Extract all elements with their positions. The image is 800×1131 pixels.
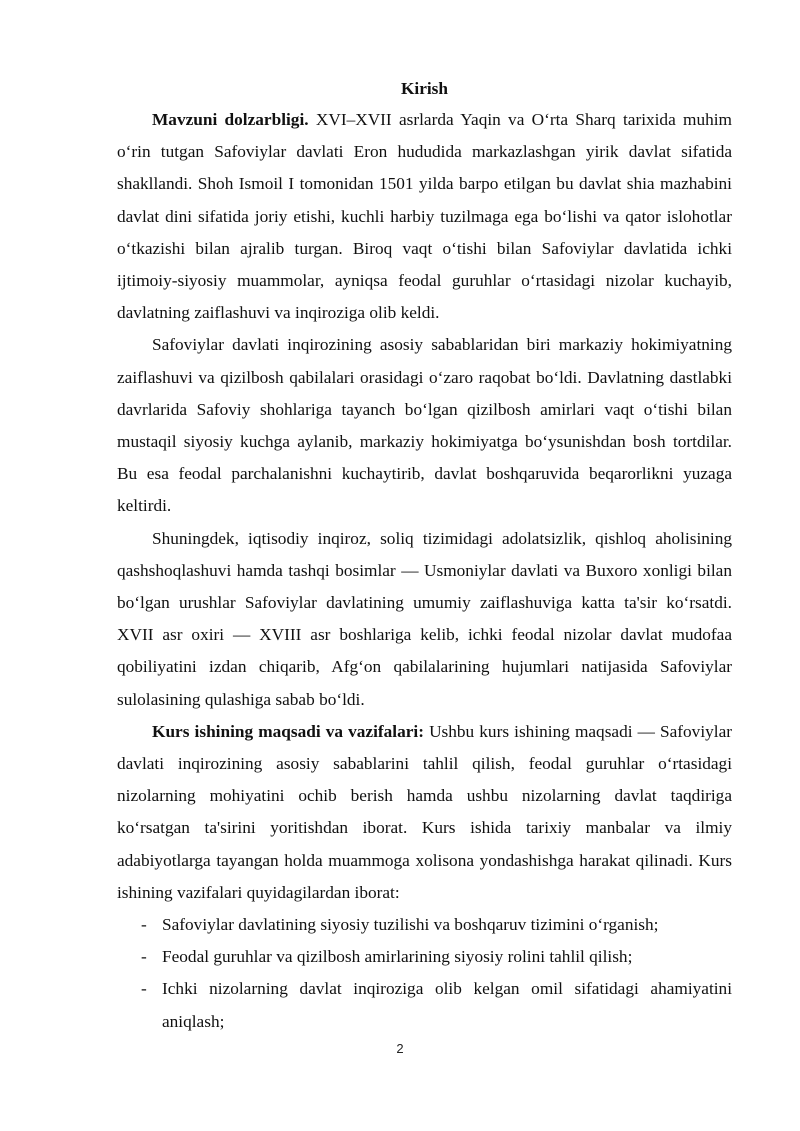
paragraph-goals xyxy=(117,716,732,909)
list-bullet: - xyxy=(141,947,147,967)
paragraph-causes xyxy=(117,329,732,522)
list-bullet: - xyxy=(141,915,147,935)
list-item xyxy=(117,909,732,941)
list-bullet: - xyxy=(141,979,147,999)
list-item-text: Ichki nizolarning davlat inqiroziga olib kelgan omil sifatidagi ahamiyatini aniqlash; xyxy=(162,979,732,1031)
paragraph-lead: Kurs ishining maqsadi va vazifalari: xyxy=(152,721,424,741)
list-item xyxy=(117,973,732,1037)
list-item-text: Safoviylar davlatining siyosiy tuzilishi va boshqaruv tizimini o‘rganish; xyxy=(162,915,659,935)
paragraph-text: Safoviylar davlati inqirozining asosiy sabablaridan biri markaziy hokimiyatning zaiflashuvi va qizilbosh qabilalari orasidagi o‘zaro raqobat bo‘ldi. Davlatning dastlabki davrlarida Safoviy shohlariga tayanch bo‘lgan qizilbosh amirlari vaqt o‘tishi bilan mustaqil siyosiy kuchga aylanib, markaziy hokimiyatga bo‘ysunishdan bosh tortdilar. Bu esa feodal parchalanishni kuchaytirib, davlat boshqaruvida beqarorlikni yuzaga keltirdi. xyxy=(117,335,732,516)
paragraph-text: Ushbu kurs ishining maqsadi — Safoviylar davlati inqirozining asosiy sabablarini tahlil qilish, feodal guruhlar o‘rtasidagi nizolarning mohiyatini ochib berish hamda ushbu nizolarning davlat taqdiriga ko‘rsatgan ta'sirini yoritishdan iborat. Kurs ishida tarixiy manbalar va ilmiy adabiyotlarga tayangan holda muammoga xolisona yondashishga harakat qilinadi. Kurs ishining vazifalari quyidagilardan iborat: xyxy=(117,721,732,902)
section-heading: Kirish xyxy=(400,79,449,98)
paragraph-lead: Mavzuni dolzarbligi. xyxy=(152,110,309,129)
paragraph-economic xyxy=(117,523,732,716)
paragraph-text: Shuningdek, iqtisodiy inqiroz, soliq tizimidagi adolatsizlik, qishloq aholisining qashshoqlashuvi hamda tashqi bosimlar — Usmoniylar davlati va Buxoro xonligi bilan bo‘lgan urushlar Safoviylar davlatining umumiy zaiflashuviga katta ta'sir ko‘rsatdi. XVII asr oxiri — XVIII asr boshlariga kelib, ichki feodal nizolar davlat mudofaa qobiliyatini izdan chiqarib, Afg‘on qabilalarining hujumlari natijasida Safoviylar sulolasining qulashiga sabab bo‘ldi. xyxy=(117,528,732,709)
page-number: 2 xyxy=(396,1041,404,1056)
document-page xyxy=(117,74,732,1038)
list-item-text: Feodal guruhlar va qizilbosh amirlarining siyosiy rolini tahlil qilish; xyxy=(162,947,633,967)
list-item xyxy=(117,941,732,973)
paragraph-text: XVI–XVII asrlarda Yaqin va O‘rta Sharq tarixida muhim o‘rin tutgan Safoviylar davlati Eron hududida markazlashgan yirik davlat sifatida shakllandi. Shoh Ismoil I tomonidan 1501 yilda barpo etilgan bu davlat shia mazhabini davlat dini sifatida joriy etishi, kuchli harbiy tuzilmaga ega bo‘lishi va qator islohotlar o‘tkazishi bilan ajralib turgan. Biroq vaqt o‘tishi bilan Safoviylar davlatida ichki ijtimoiy-siyosiy muammolar, ayniqsa feodal guruhlar o‘rtasidagi nizolar kuchayib, davlatning zaiflashuvi va inqiroziga olib keldi. xyxy=(117,110,732,323)
tasks-list xyxy=(117,909,732,1038)
paragraph-relevance xyxy=(117,104,732,329)
